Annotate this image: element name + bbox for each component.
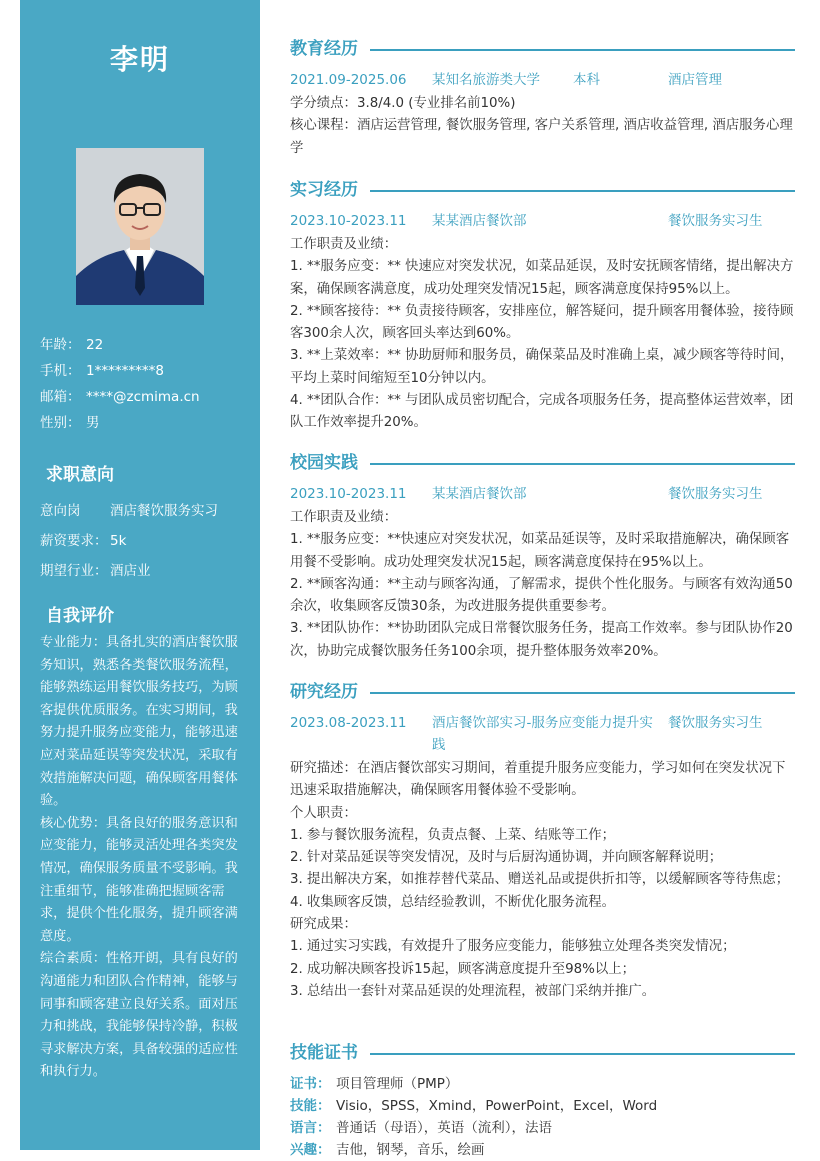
self-eval-paragraph: 综合素质：性格开朗，具有良好的沟通能力和团队合作精神，能够与同事和顾客建立良好关系。面对压力和挑战，我能够保持冷静，积极寻求解决方案，具备较强的适应性和执行力。 <box>40 951 238 1080</box>
intent-salary-label: 薪资要求： <box>40 533 108 549</box>
campus-org: 某某酒店餐饮部 <box>432 486 527 502</box>
phone-value: 1*********8 <box>86 363 164 379</box>
research-line: 2. 针对菜品延误等突发情况，及时与后厨沟通协调，并向顾客解释说明； <box>290 850 723 866</box>
skill-key: 技能： <box>290 1098 331 1114</box>
research-section-header <box>290 679 795 705</box>
age-value: 22 <box>86 337 104 353</box>
profile-photo <box>76 148 204 305</box>
phone-label: 手机： <box>40 363 81 379</box>
skill-value: 吉他，钢琴，音乐，绘画 <box>336 1142 485 1158</box>
internship-section-header <box>290 177 795 203</box>
education-gpa: 学分绩点：3.8/4.0 (专业排名前10%) <box>290 96 516 111</box>
campus-heading: 校园实践 <box>290 453 358 473</box>
self-eval-text <box>40 632 244 1084</box>
research-project: 酒店餐饮部实习-服务应变能力提升实践 <box>432 715 653 753</box>
section-divider <box>370 190 795 192</box>
email-label: 邮箱： <box>40 389 81 405</box>
email-row <box>40 387 200 407</box>
campus-role: 餐饮服务实习生 <box>668 486 763 502</box>
self-eval-paragraph: 核心优势：具备良好的服务意识和应变能力，能够灵活处理各类突发情况，确保服务质量不受影响。我注重细节，能够准确把握顾客需求，提供个性化服务，提升顾客满意度。 <box>40 815 238 944</box>
research-meta-row <box>290 712 795 756</box>
campus-section-header <box>290 450 795 476</box>
internship-line: 1. **服务应变：** 快速应对突发状况，如菜品延误，及时安抚顾客情绪，提出解决方案，确保顾客满意度，成功处理突发情况15起，顾客满意度保持95%以上。 <box>290 259 794 297</box>
intent-position-row <box>40 499 218 519</box>
internship-line: 4. **团队合作：** 与团队成员密切配合，完成各项服务任务，提高整体运营效率，团队工作效率提升20%。 <box>290 393 794 431</box>
research-line: 个人职责： <box>290 805 357 821</box>
section-divider <box>370 49 795 51</box>
research-date: 2023.08-2023.11 <box>290 715 407 731</box>
internship-heading: 实习经历 <box>290 180 358 200</box>
skill-row <box>290 1139 485 1161</box>
gender-row <box>40 413 100 433</box>
intent-heading: 求职意向 <box>46 465 114 485</box>
intent-industry-row <box>40 559 151 579</box>
campus-details <box>290 507 795 663</box>
section-divider <box>370 463 795 465</box>
skills-section-header <box>290 1040 795 1066</box>
section-divider <box>370 1053 795 1055</box>
section-divider <box>370 692 795 694</box>
skill-key: 证书： <box>290 1076 331 1092</box>
internship-org: 某某酒店餐饮部 <box>432 213 527 229</box>
research-line: 1. 通过实习实践，有效提升了服务应变能力，能够独立处理各类突发情况； <box>290 939 736 955</box>
age-label: 年龄： <box>40 337 81 353</box>
research-line: 2. 成功解决顾客投诉15起，顾客满意度提升至98%以上； <box>290 961 636 977</box>
research-role: 餐饮服务实习生 <box>668 715 763 731</box>
research-line: 4. 收集顾客反馈，总结经验教训，不断优化服务流程。 <box>290 894 616 910</box>
skill-value: 普通话（母语），英语（流利），法语 <box>336 1120 552 1136</box>
internship-role: 餐饮服务实习生 <box>668 213 763 229</box>
gender-value: 男 <box>86 415 100 431</box>
skill-row <box>290 1095 657 1117</box>
education-courses: 核心课程：酒店运营管理, 餐饮服务管理, 客户关系管理, 酒店收益管理, 酒店服务心理学 <box>290 118 793 156</box>
intent-industry-value: 酒店业 <box>110 563 151 579</box>
research-line: 3. 总结出一套针对菜品延误的处理流程，被部门采纳并推广。 <box>290 983 656 999</box>
campus-line: 2. **顾客沟通：**主动与顾客沟通，了解需求，提供个性化服务。与顾客有效沟通50余次，收集顾客反馈30条，为改进服务提供重要参考。 <box>290 576 793 615</box>
skill-value: Visio，SPSS，Xmind，PowerPoint，Excel，Word <box>336 1098 658 1114</box>
research-heading: 研究经历 <box>290 682 358 702</box>
age-row <box>40 335 103 355</box>
internship-line: 工作职责及业绩： <box>290 237 398 252</box>
skill-key: 兴趣： <box>290 1142 331 1158</box>
candidate-name: 李明 <box>109 43 170 76</box>
skills-heading: 技能证书 <box>290 1043 358 1063</box>
education-section-header <box>290 36 795 62</box>
education-heading: 教育经历 <box>290 39 358 59</box>
education-degree: 本科 <box>573 72 600 88</box>
education-details <box>290 93 795 160</box>
research-line: 3. 提出解决方案，如推荐替代菜品、赠送礼品或提供折扣等，以缓解顾客等待焦虑； <box>290 872 790 888</box>
internship-date: 2023.10-2023.11 <box>290 213 407 229</box>
self-eval-paragraph: 专业能力：具备扎实的酒店餐饮服务知识，熟悉各类餐饮服务流程，能够熟练运用餐饮服务技巧，为顾客提供优质服务。在实习期间，我努力提升服务应变能力，能够迅速应对菜品延误等突发状况，采取有效措施解决问题，确保顾客用餐体验。 <box>40 635 238 809</box>
education-major: 酒店管理 <box>668 72 722 88</box>
research-line: 1. 参与餐饮服务流程，负责点餐、上菜、结账等工作； <box>290 827 616 843</box>
research-line: 研究描述：在酒店餐饮部实习期间，着重提升服务应变能力，学习如何在突发状况下迅速采取措施解决，确保顾客用餐体验不受影响。 <box>290 761 786 799</box>
intent-position-label: 意向岗 <box>40 503 81 519</box>
education-school: 某知名旅游类大学 <box>432 72 540 88</box>
research-details <box>290 758 795 1003</box>
sidebar <box>20 0 260 1150</box>
intent-position-value: 酒店餐饮服务实习 <box>110 503 218 519</box>
skill-key: 语言： <box>290 1120 331 1136</box>
campus-line: 3. **团队协作：**协助团队完成日常餐饮服务任务，提高工作效率。参与团队协作20次，协助完成餐饮服务任务100余项，提升整体服务效率20%。 <box>290 621 793 659</box>
skill-value: 项目管理师（PMP） <box>336 1076 459 1092</box>
intent-industry-label: 期望行业： <box>40 563 108 579</box>
skill-row <box>290 1073 458 1095</box>
internship-line: 3. **上菜效率：** 协助厨师和服务员，确保菜品及时准确上桌，减少顾客等待时间，平均上菜时间缩短至10分钟以内。 <box>290 348 794 386</box>
campus-line: 工作职责及业绩： <box>290 510 398 525</box>
internship-details <box>290 234 795 435</box>
intent-salary-row <box>40 529 126 549</box>
internship-line: 2. **顾客接待：** 负责接待顾客，安排座位，解答疑问，提升顾客用餐体验，接待顾客300余人次，顾客回头率达到60%。 <box>290 303 794 342</box>
intent-salary-value: 5k <box>110 533 127 549</box>
email-value: ****@zcmima.cn <box>86 389 200 405</box>
research-line: 研究成果： <box>290 917 357 933</box>
phone-row <box>40 361 164 381</box>
campus-date: 2023.10-2023.11 <box>290 486 407 502</box>
education-date: 2021.09-2025.06 <box>290 72 407 88</box>
self-eval-heading: 自我评价 <box>46 606 114 626</box>
campus-line: 1. **服务应变：**快速应对突发状况，如菜品延误等，及时采取措施解决，确保顾客用餐不受影响。成功处理突发状况15起，顾客满意度保持在95%以上。 <box>290 532 790 570</box>
skill-row <box>290 1117 552 1139</box>
gender-label: 性别： <box>40 415 81 431</box>
